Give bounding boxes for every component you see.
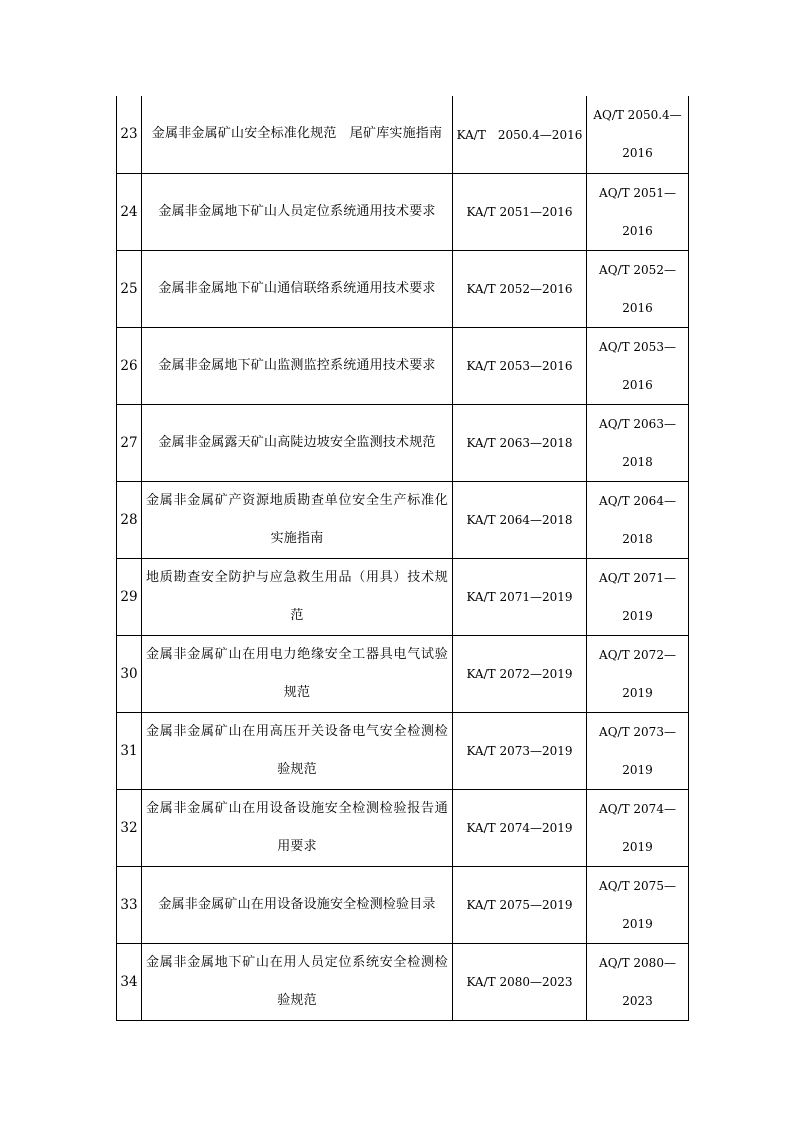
aq-code-cell (587, 173, 689, 250)
aq-code-cell (587, 96, 689, 173)
row-number: 32 (117, 789, 142, 866)
ka-code: KA/T 2080—2023 (453, 943, 587, 1020)
aq-code-cell (587, 635, 689, 712)
row-number: 27 (117, 404, 142, 481)
table-row (117, 943, 689, 1020)
aq-code: AQ/T 2071— (599, 570, 676, 585)
aq-year: 2023 (622, 993, 653, 1008)
aq-code: AQ/T 2064— (599, 493, 676, 508)
standard-name: 金属非金属地下矿山通信联络系统通用技术要求 (142, 250, 453, 327)
row-number: 24 (117, 173, 142, 250)
row-number: 31 (117, 712, 142, 789)
ka-code: KA/T 2052—2016 (453, 250, 587, 327)
table-row (117, 404, 689, 481)
row-number: 25 (117, 250, 142, 327)
aq-year: 2016 (622, 300, 653, 315)
aq-year: 2016 (622, 223, 653, 238)
ka-code: KA/T 2064—2018 (453, 481, 587, 558)
aq-year: 2019 (622, 608, 653, 623)
table-row (117, 481, 689, 558)
standard-name: 金属非金属矿山在用设备设施安全检测检验目录 (142, 866, 453, 943)
ka-code: KA/T 2072—2019 (453, 635, 587, 712)
table-row (117, 635, 689, 712)
aq-code-cell (587, 481, 689, 558)
standard-name: 金属非金属矿山在用电力绝缘安全工器具电气试验规范 (142, 635, 453, 712)
row-number: 34 (117, 943, 142, 1020)
row-number: 29 (117, 558, 142, 635)
aq-year: 2019 (622, 839, 653, 854)
table-row (117, 789, 689, 866)
aq-year: 2018 (622, 454, 653, 469)
ka-code: KA/T 2074—2019 (453, 789, 587, 866)
aq-code: AQ/T 2072— (599, 647, 676, 662)
aq-code: AQ/T 2052— (599, 262, 676, 277)
aq-code: AQ/T 2075— (599, 878, 676, 893)
aq-code-cell (587, 943, 689, 1020)
standard-name: 金属非金属地下矿山监测监控系统通用技术要求 (142, 327, 453, 404)
aq-code-cell (587, 789, 689, 866)
standard-name: 金属非金属矿山在用设备设施安全检测检验报告通用要求 (142, 789, 453, 866)
standard-name: 金属非金属地下矿山在用人员定位系统安全检测检验规范 (142, 943, 453, 1020)
standards-table (116, 96, 689, 1021)
aq-code-cell (587, 250, 689, 327)
aq-year: 2019 (622, 685, 653, 700)
aq-code: AQ/T 2053— (599, 339, 676, 354)
aq-year: 2019 (622, 916, 653, 931)
standard-name: 金属非金属矿山在用高压开关设备电气安全检测检验规范 (142, 712, 453, 789)
aq-code: AQ/T 2073— (599, 724, 676, 739)
aq-code: AQ/T 2074— (599, 801, 676, 816)
table-row (117, 250, 689, 327)
aq-code: AQ/T 2051— (599, 185, 676, 200)
ka-code: KA/T 2050.4—2016 (453, 96, 587, 173)
table-row (117, 173, 689, 250)
table-row (117, 558, 689, 635)
ka-code: KA/T 2075—2019 (453, 866, 587, 943)
ka-code: KA/T 2051—2016 (453, 173, 587, 250)
table-row (117, 327, 689, 404)
standard-name: 金属非金属地下矿山人员定位系统通用技术要求 (142, 173, 453, 250)
aq-year: 2019 (622, 762, 653, 777)
aq-year: 2018 (622, 531, 653, 546)
aq-code-cell (587, 712, 689, 789)
aq-code-cell (587, 327, 689, 404)
ka-code: KA/T 2053—2016 (453, 327, 587, 404)
standard-name: 地质勘查安全防护与应急救生用品（用具）技术规范 (142, 558, 453, 635)
ka-code: KA/T 2063—2018 (453, 404, 587, 481)
row-number: 33 (117, 866, 142, 943)
row-number: 28 (117, 481, 142, 558)
standard-name: 金属非金属矿山安全标准化规范 尾矿库实施指南 (142, 96, 453, 173)
standard-name: 金属非金属露天矿山高陡边坡安全监测技术规范 (142, 404, 453, 481)
ka-code: KA/T 2073—2019 (453, 712, 587, 789)
aq-code: AQ/T 2080— (599, 955, 676, 970)
aq-code-cell (587, 866, 689, 943)
aq-year: 2016 (622, 146, 653, 161)
standard-name: 金属非金属矿产资源地质勘查单位安全生产标准化实施指南 (142, 481, 453, 558)
aq-code: AQ/T 2050.4— (593, 108, 682, 123)
standards-table-body (117, 96, 689, 1020)
table-row (117, 96, 689, 173)
row-number: 23 (117, 96, 142, 173)
row-number: 30 (117, 635, 142, 712)
table-row (117, 712, 689, 789)
ka-code: KA/T 2071—2019 (453, 558, 587, 635)
aq-year: 2016 (622, 377, 653, 392)
aq-code-cell (587, 404, 689, 481)
table-row (117, 866, 689, 943)
aq-code-cell (587, 558, 689, 635)
aq-code: AQ/T 2063— (599, 416, 676, 431)
row-number: 26 (117, 327, 142, 404)
